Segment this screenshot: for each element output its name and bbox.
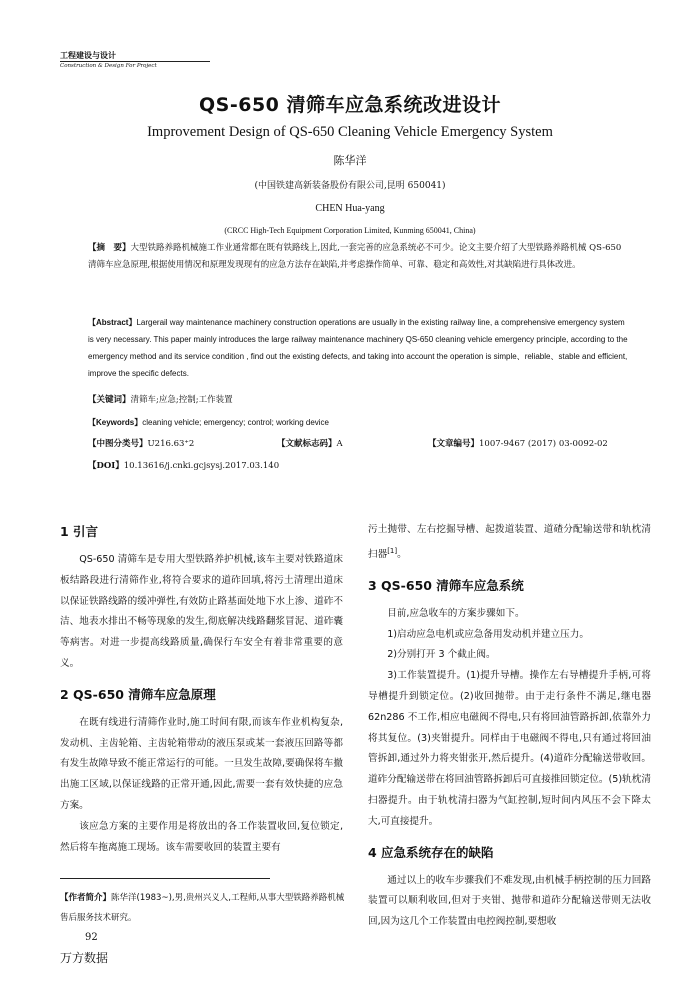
footnote-text: 陈华洋(1983~),男,贵州兴义人,工程师,从事大型铁路养路机械售后服务技术研究。 bbox=[60, 893, 345, 923]
section-3-paragraph-1: 目前,应急收车的方案步骤如下。 bbox=[387, 607, 525, 619]
section-1-heading: 1 引言 bbox=[60, 524, 99, 539]
section-4-heading: 4 应急系统存在的缺陷 bbox=[368, 844, 494, 860]
section-3-step-2: 2)分别打开 3 个截止阀。 bbox=[387, 649, 496, 661]
section-3-step-1: 1)启动应急电机或应急备用发动机并建立压力。 bbox=[387, 628, 589, 640]
author-name-en: CHEN Hua-yang bbox=[315, 203, 385, 214]
keywords-cn-label: 【关键词】 bbox=[88, 395, 131, 405]
doi-label: 【DOI】 bbox=[88, 461, 124, 471]
doc-code-value: A bbox=[336, 439, 343, 449]
article-number-value: 1007-9467 (2017) 03-0092-02 bbox=[479, 439, 608, 449]
section-3-heading: 3 QS-650 清筛车应急系统 bbox=[368, 577, 524, 593]
journal-header bbox=[60, 50, 210, 70]
doi bbox=[88, 458, 628, 475]
keywords-cn bbox=[88, 392, 628, 409]
keywords-cn-text: 清筛车;应急;控制;工作装置 bbox=[130, 395, 233, 405]
keywords-en-label: 【Keywords】 bbox=[88, 418, 143, 427]
citation-1: [1] bbox=[387, 546, 398, 555]
clc-label: 【中图分类号】 bbox=[88, 439, 148, 449]
author-name-cn: 陈华洋 bbox=[333, 154, 367, 167]
section-1-paragraph: QS-650 清筛车是专用大型铁路养护机械,该车主要对铁路道床板结路段进行清筛作业,将符合要求的道砟回填,将污土清理出道床以保证铁路线路的缓冲弹性,有效防止路基面处地下水上渗、道砟不洁、地表水排出不畅等现象的发生,彻底解决线路翻浆冒泥、道砟囊等病害。对进一步提高线路质量,确保行车安全有着非常重要的意义。 bbox=[60, 554, 343, 669]
author-footnote bbox=[60, 888, 347, 928]
abstract-en bbox=[88, 314, 628, 382]
keywords-en bbox=[88, 414, 628, 431]
article-number bbox=[428, 436, 638, 453]
clc-value: U216.63⁺2 bbox=[147, 439, 195, 449]
abstract-en-text: Largerail way maintenance machinery construction operations are usually in the existing railway line, a comprehensive emergency system is very necessary. This paper mainly introduces the large railway maintenance machinery QS-650 cleaning vehicle emergency principle, according to the emergency method and its service condition , find out the existing defects, and taking into account the operation is simple、reliable、stable and efficient, improve the specific defects. bbox=[88, 318, 628, 378]
section-3-step-3: 3)工作装置提升。(1)提升导槽。操作左右导槽提升手柄,可将导槽提升到锁定位。(2)收回抛带。由于走行条件不满足,继电器 62n286 不工作,相应电磁阀不得电,只有将回油管路拆卸,依靠外力将其复位。(3)夹钳提升。同样由于电磁阀不得电,只有通过将回油管拆卸,通过外力将夹钳张开,然后提升。(4)道砟分配输送带收回。道砟分配输送带在将回油管路拆卸后可直接推回锁定位。(5)轨枕清扫器提升。由于轨枕清扫器为气缸控制,短时间内风压不会下降太大,可直接提升。 bbox=[368, 670, 651, 827]
section-2-heading: 2 QS-650 清筛车应急原理 bbox=[60, 686, 216, 702]
keywords-en-text: cleaning vehicle; emergency; control; working device bbox=[142, 418, 329, 427]
section-4-paragraph-1: 通过以上的收车步骤我们不难发现,由机械手柄控制的压力回路装置可以顺利收回,但对于夹钳、抛带和道砟分配输送带则无法收回,因为这几个工作装置由电控阀控制,要想收 bbox=[368, 874, 651, 928]
abstract-cn-text: 大型铁路养路机械施工作业通常都在既有铁路线上,因此,一套完善的应急系统必不可少。论文主要介绍了大型铁路养路机械 QS-650 清筛车应急原理,根据使用情况和原理发现现有的应急方法存在缺陷,并考虑操作简单、可靠、稳定和高效性,对其缺陷进行具体改进。 bbox=[88, 243, 622, 270]
doc-code-label: 【文献标志码】 bbox=[277, 439, 337, 449]
footnote-label: 【作者简介】 bbox=[60, 893, 112, 903]
page-number: 92 bbox=[85, 932, 98, 943]
affiliation-en: (CRCC High-Tech Equipment Corporation Limited, Kunming 650041, China) bbox=[224, 226, 476, 235]
abstract-cn-label: 【摘 要】 bbox=[88, 243, 131, 253]
section-2-end: 。 bbox=[397, 548, 407, 560]
journal-name-en: Construction & Design For Project bbox=[60, 61, 210, 70]
section-2-continued-text: 污土抛带、左右挖掘导槽、起拨道装置、道碴分配输送带和轨枕清扫器 bbox=[368, 524, 651, 560]
section-2-paragraph-2: 该应急方案的主要作用是将放出的各工作装置收回,复位锁定,然后将车拖离施工现场。该车需要收回的装置主要有 bbox=[60, 820, 343, 853]
affiliation-cn: (中国铁建高新装备股份有限公司,昆明 650041) bbox=[254, 181, 446, 191]
section-2-paragraph-1: 在既有线进行清筛作业时,施工时间有限,而该车作业机构复杂,发动机、主齿轮箱、主齿轮箱带动的液压泵或某一套液压回路等都有发生故障导致不能正常运行的可能。一旦发生故障,要确保将车撤出施工区域,以保证线路的正常开通,因此,需要一套有效快捷的应急方案。 bbox=[60, 716, 343, 811]
abstract-cn bbox=[88, 240, 628, 274]
abstract-en-label: 【Abstract】 bbox=[88, 318, 137, 327]
paper-title-en: Improvement Design of QS-650 Cleaning Vehicle Emergency System bbox=[147, 124, 553, 140]
section-2-paragraph-2-continued bbox=[368, 520, 651, 566]
doc-code bbox=[277, 436, 427, 453]
paper-title-cn: QS-650 清筛车应急系统改进设计 bbox=[199, 94, 501, 116]
right-column bbox=[368, 520, 651, 933]
article-number-label: 【文章编号】 bbox=[428, 439, 480, 449]
watermark: 万方数据 bbox=[60, 951, 109, 965]
left-column bbox=[60, 520, 343, 858]
footnote-divider bbox=[60, 878, 270, 879]
journal-name-cn: 工程建设与设计 bbox=[60, 51, 116, 60]
doi-value: 10.13616/j.cnki.gcjsysj.2017.03.140 bbox=[123, 461, 280, 471]
